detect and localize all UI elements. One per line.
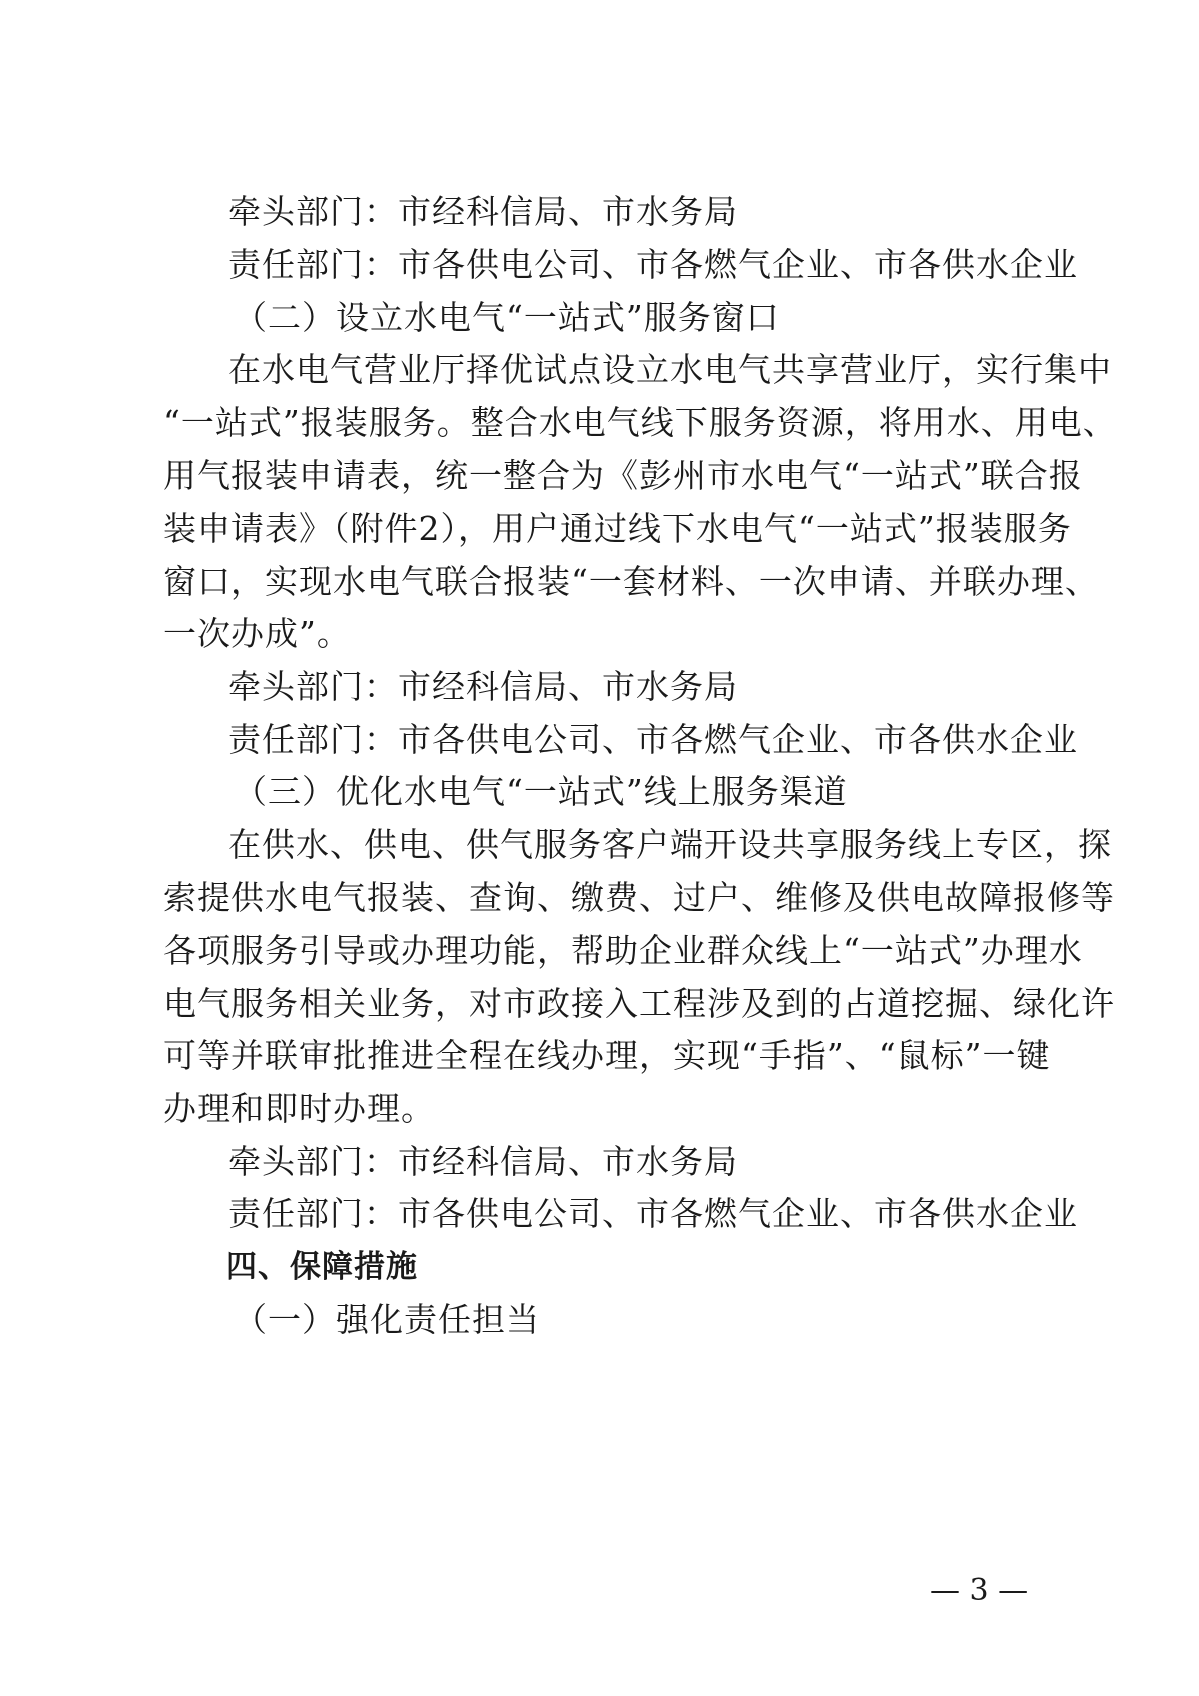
paragraph-line: 一次办成”。 (163, 614, 351, 653)
paragraph-line: 窗口，实现水电气联合报装“一套材料、一次申请、并联办理、 (163, 562, 1099, 601)
lead-department-line-2: 牵头部门：市经科信局、市水务局 (228, 667, 738, 706)
sub-heading-2: （二）设立水电气“一站式”服务窗口 (234, 298, 780, 337)
page-number: — 3 — (930, 1573, 1029, 1608)
paragraph-line: 办理和即时办理。 (163, 1089, 435, 1128)
paragraph-line: 索提供水电气报装、查询、缴费、过户、维修及供电故障报修等 (163, 878, 1115, 917)
lead-department-line-3: 牵头部门：市经科信局、市水务局 (228, 1142, 738, 1181)
sub-heading-3: （三）优化水电气“一站式”线上服务渠道 (234, 772, 848, 811)
paragraph-line: 可等并联审批推进全程在线办理，实现“手指”、“鼠标”一键 (163, 1036, 1051, 1075)
paragraph-line: “一站式”报装服务。整合水电气线下服务资源，将用水、用电、 (163, 403, 1117, 442)
paragraph-line: 在供水、供电、供气服务客户端开设共享服务线上专区，探 (228, 825, 1112, 864)
responsible-department-line-1: 责任部门：市各供电公司、市各燃气企业、市各供水企业 (228, 245, 1078, 284)
section-heading-4: 四、保障措施 (226, 1249, 418, 1285)
responsible-department-line-3: 责任部门：市各供电公司、市各燃气企业、市各供水企业 (228, 1194, 1078, 1233)
paragraph-line: 电气服务相关业务，对市政接入工程涉及到的占道挖掘、绿化许 (163, 984, 1115, 1023)
paragraph-line: 用气报装申请表，统一整合为《彭州市水电气“一站式”联合报 (163, 456, 1083, 495)
lead-department-line-1: 牵头部门：市经科信局、市水务局 (228, 192, 738, 231)
paragraph-line: 在水电气营业厅择优试点设立水电气共享营业厅，实行集中 (228, 350, 1112, 389)
paragraph-line: 装申请表》（附件2），用户通过线下水电气“一站式”报装服务 (163, 509, 1072, 548)
paragraph-line: 各项服务引导或办理功能，帮助企业群众线上“一站式”办理水 (163, 931, 1083, 970)
sub-heading-4-1: （一）强化责任担当 (234, 1300, 540, 1339)
responsible-department-line-2: 责任部门：市各供电公司、市各燃气企业、市各供水企业 (228, 720, 1078, 759)
